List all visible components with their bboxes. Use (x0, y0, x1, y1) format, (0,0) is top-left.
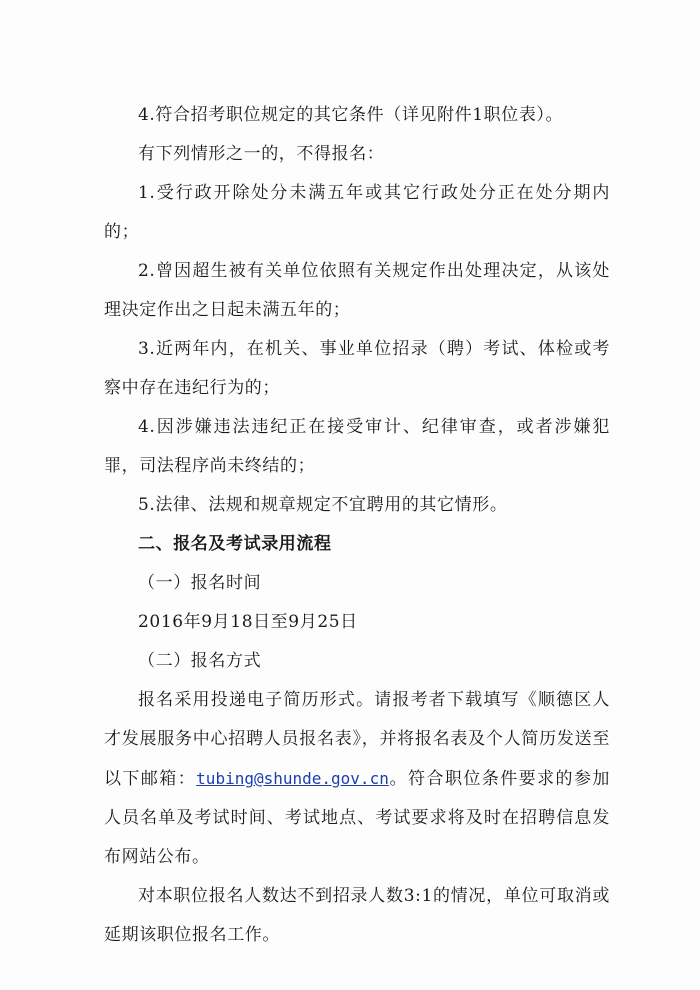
exclusion-item-1: 1.受行政开除处分未满五年或其它行政处分正在处分期内的； (104, 183, 610, 242)
subheading-signup-method: （二）报名方式 (138, 651, 262, 671)
section-heading-process: 二、报名及考试录用流程 (138, 534, 332, 554)
document-body (104, 96, 610, 955)
exclusion-item-5: 5.法律、法规和规章规定不宜聘用的其它情形。 (138, 495, 508, 515)
ratio-notice-paragraph: 对本职位报名人数达不到招录人数3:1的情况，单位可取消或延期该职位报名工作。 (104, 886, 610, 945)
exclusion-intro: 有下列情形之一的，不得报名： (138, 144, 385, 164)
signup-text-before: 报名采用投递电子简历形式。请报考者下载填写《顺德区人才发展服务中心招聘人员报名表》，并将报名表及个人简历发送至以下邮箱： (104, 690, 610, 789)
email-link[interactable]: tubing@shunde.gov.cn (196, 769, 389, 788)
subheading-signup-time: （一）报名时间 (138, 573, 262, 593)
signup-date-range: 2016年9月18日至9月25日 (138, 612, 358, 632)
exclusion-item-3: 3.近两年内，在机关、事业单位招录（聘）考试、体检或考察中存在违纪行为的； (104, 339, 610, 398)
exclusion-item-2: 2.曾因超生被有关单位依照有关规定作出处理决定，从该处理决定作出之日起未满五年的； (104, 261, 610, 320)
signup-method-paragraph (104, 681, 610, 877)
condition-item-4: 4.符合招考职位规定的其它条件（详见附件1职位表）。 (138, 105, 564, 125)
signup-text-after: 。符合职位条件要求的参加人员名单及考试时间、考试地点、考试要求将及时在招聘信息发布网站公布。 (104, 769, 611, 867)
exclusion-item-4: 4.因涉嫌违法违纪正在接受审计、纪律审查，或者涉嫌犯罪，司法程序尚未终结的； (104, 417, 610, 476)
